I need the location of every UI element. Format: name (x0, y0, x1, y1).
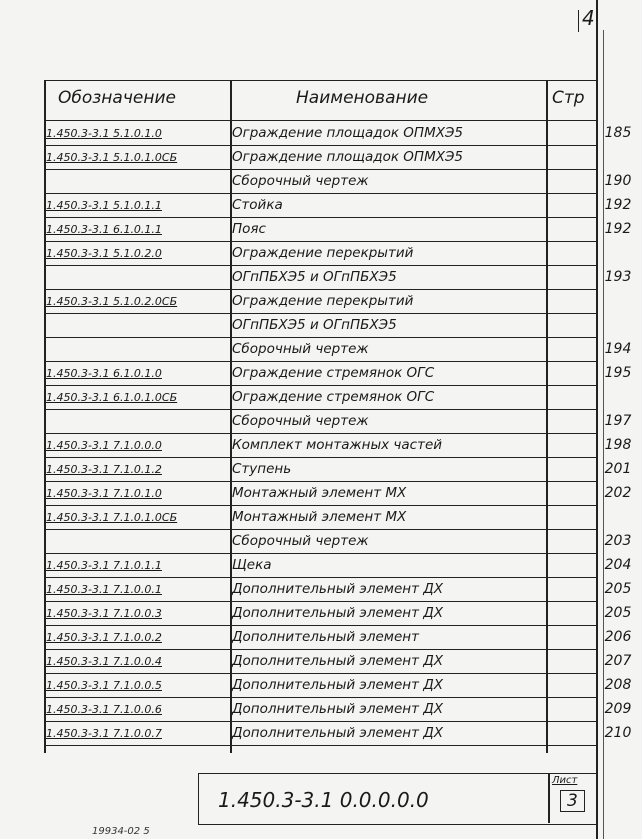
sheet-number: 3 (560, 790, 585, 812)
row-name: Ограждение площадок ОПМХЭ5 (232, 125, 463, 141)
row-name: Пояс (232, 221, 266, 237)
row-designation: 1.450.3-3.1 7.1.0.0.3 (46, 607, 162, 620)
row-page: 209 (604, 701, 632, 717)
row-page: 206 (604, 629, 632, 645)
row-page: 203 (604, 533, 632, 549)
row-page: 210 (604, 725, 632, 741)
table-row (44, 386, 598, 410)
row-name: Ступень (232, 461, 292, 477)
row-line (44, 745, 598, 746)
table-row (44, 530, 632, 554)
row-designation: 1.450.3-3.1 7.1.0.0.5 (46, 679, 162, 692)
table-row (44, 602, 632, 626)
table-row (44, 338, 632, 362)
row-name: Ограждение стремянок ОГС (232, 365, 435, 381)
row-page: 185 (604, 125, 632, 141)
table-row (44, 626, 632, 650)
row-page: 208 (604, 677, 632, 693)
header-page: Стр (552, 88, 585, 108)
row-name: Дополнительный элемент ДХ (232, 581, 444, 597)
table-row (44, 674, 632, 698)
row-page: 192 (604, 221, 632, 237)
table-row (44, 722, 632, 746)
row-page: 197 (604, 413, 632, 429)
row-designation: 1.450.3-3.1 7.1.0.0.1 (46, 583, 162, 596)
row-page: 198 (604, 437, 632, 453)
table-row (44, 434, 632, 458)
table-row (44, 146, 598, 170)
row-name: ОГпПБХЭ5 и ОГпПБХЭ5 (232, 269, 397, 285)
row-designation: 1.450.3-3.1 6.1.0.1.1 (46, 223, 162, 236)
row-name: Монтажный элемент МХ (232, 509, 407, 525)
row-designation: 1.450.3-3.1 7.1.0.0.7 (46, 727, 162, 740)
frame-right-line-outer (603, 30, 604, 839)
row-designation: 1.450.3-3.1 7.1.0.0.4 (46, 655, 162, 668)
row-name: Дополнительный элемент (232, 629, 419, 645)
row-page: 193 (604, 269, 632, 285)
table-row (44, 218, 632, 242)
row-page: 194 (604, 341, 632, 357)
table-row (44, 698, 632, 722)
document-code: 1.450.3-3.1 0.0.0.0.0 (218, 788, 429, 812)
table-row (44, 314, 598, 338)
table-row (44, 122, 632, 146)
table-row (44, 266, 632, 290)
table-row (44, 242, 598, 266)
row-designation: 1.450.3-3.1 6.1.0.1.0 (46, 367, 162, 380)
table-row (44, 410, 632, 434)
row-name: Дополнительный элемент ДХ (232, 653, 444, 669)
row-name: Ограждение перекрытий (232, 293, 414, 309)
row-name: ОГпПБХЭ5 и ОГпПБХЭ5 (232, 317, 397, 333)
table-row (44, 650, 632, 674)
header-underline (44, 120, 598, 121)
sheet-label: Лист (552, 775, 578, 786)
sheet-corner-number: 4 (582, 6, 595, 30)
row-name: Щека (232, 557, 272, 573)
row-page: 190 (604, 173, 632, 189)
header-name: Наименование (296, 88, 429, 108)
row-name: Комплект монтажных частей (232, 437, 443, 453)
row-designation: 1.450.3-3.1 5.1.0.1.1 (46, 199, 162, 212)
row-name: Монтажный элемент МХ (232, 485, 407, 501)
row-designation: 1.450.3-3.1 5.1.0.2.0СБ (46, 295, 178, 308)
table-row (44, 506, 598, 530)
row-designation: 1.450.3-3.1 7.1.0.0.6 (46, 703, 162, 716)
row-designation: 1.450.3-3.1 7.1.0.1.1 (46, 559, 162, 572)
row-page: 201 (604, 461, 632, 477)
table-row (44, 170, 632, 194)
row-page: 195 (604, 365, 632, 381)
footer-text: 19934-02 5 (92, 826, 150, 837)
title-block-divider (548, 773, 550, 823)
row-designation: 1.450.3-3.1 7.1.0.1.0СБ (46, 511, 178, 524)
row-designation: 1.450.3-3.1 7.1.0.1.2 (46, 463, 162, 476)
table-row (44, 458, 632, 482)
table-row (44, 554, 632, 578)
row-name: Ограждение площадок ОПМХЭ5 (232, 149, 463, 165)
row-page: 207 (604, 653, 632, 669)
row-name: Сборочный чертеж (232, 413, 369, 429)
row-page: 204 (604, 557, 632, 573)
row-name: Ограждение перекрытий (232, 245, 414, 261)
table-row (44, 362, 632, 386)
row-designation: 1.450.3-3.1 7.1.0.0.0 (46, 439, 162, 452)
row-name: Дополнительный элемент ДХ (232, 605, 444, 621)
row-page: 202 (604, 485, 632, 501)
table-row (44, 194, 632, 218)
row-designation: 1.450.3-3.1 5.1.0.1.0СБ (46, 151, 178, 164)
row-page: 192 (604, 197, 632, 213)
row-name: Сборочный чертеж (232, 173, 369, 189)
row-designation: 1.450.3-3.1 5.1.0.1.0 (46, 127, 162, 140)
table-row (44, 290, 598, 314)
row-designation: 1.450.3-3.1 6.1.0.1.0СБ (46, 391, 178, 404)
row-page: 205 (604, 581, 632, 597)
row-name: Стойка (232, 197, 283, 213)
row-designation: 1.450.3-3.1 7.1.0.0.2 (46, 631, 162, 644)
table-row (44, 482, 632, 506)
row-designation: 1.450.3-3.1 7.1.0.1.0 (46, 487, 162, 500)
row-name: Сборочный чертеж (232, 533, 369, 549)
row-name: Сборочный чертеж (232, 341, 369, 357)
row-page: 205 (604, 605, 632, 621)
row-name: Ограждение стремянок ОГС (232, 389, 435, 405)
row-name: Дополнительный элемент ДХ (232, 701, 444, 717)
table-row (44, 578, 632, 602)
row-name: Дополнительный элемент ДХ (232, 725, 444, 741)
row-name: Дополнительный элемент ДХ (232, 677, 444, 693)
header-designation: Обозначение (58, 88, 176, 108)
row-designation: 1.450.3-3.1 5.1.0.2.0 (46, 247, 162, 260)
